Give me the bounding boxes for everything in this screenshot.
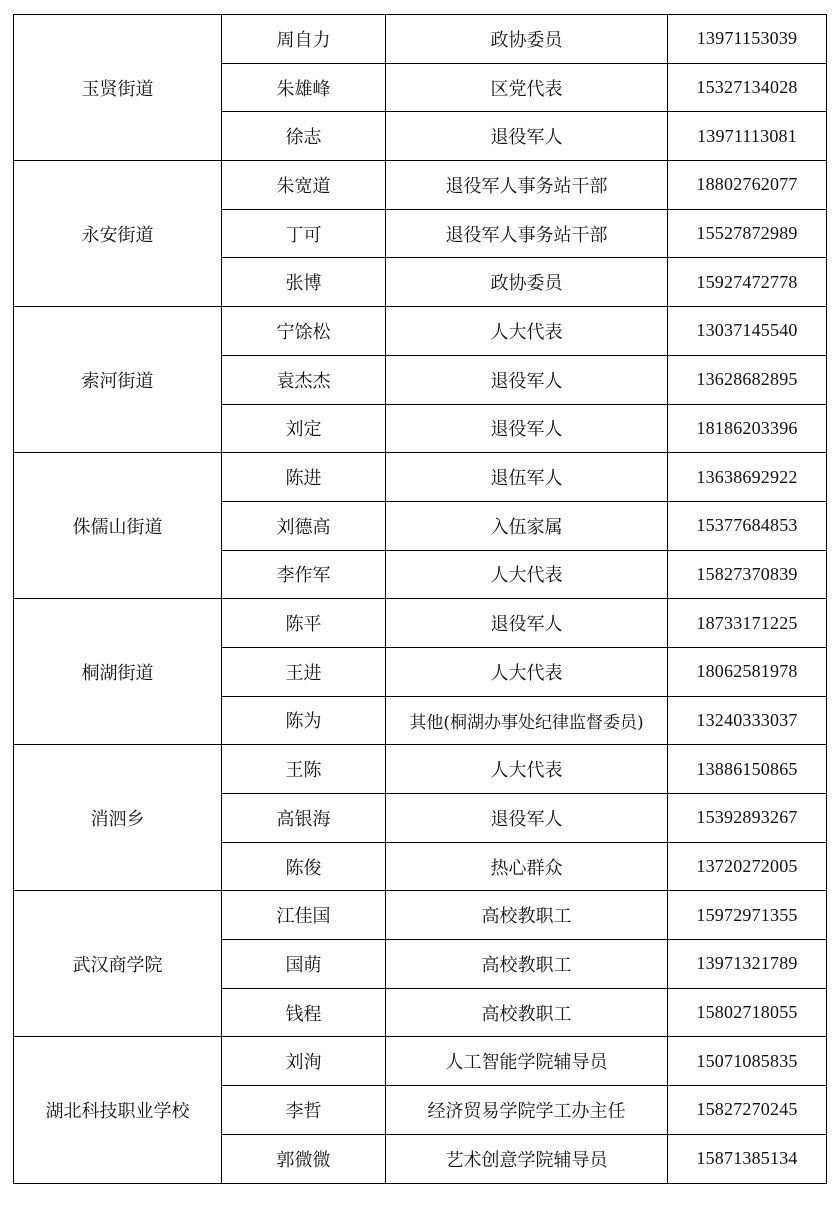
table-row xyxy=(14,745,827,794)
phone-cell: 18802762077 xyxy=(668,161,827,210)
name-cell: 张博 xyxy=(222,258,386,307)
unit-cell: 侏儒山街道 xyxy=(14,453,222,599)
phone-cell: 13971321789 xyxy=(668,940,827,989)
role-cell: 人大代表 xyxy=(386,550,668,599)
role-cell: 退役军人 xyxy=(386,112,668,161)
unit-cell: 索河街道 xyxy=(14,307,222,453)
name-cell: 刘定 xyxy=(222,404,386,453)
unit-cell: 湖北科技职业学校 xyxy=(14,1037,222,1183)
role-cell: 人大代表 xyxy=(386,745,668,794)
phone-cell: 13971113081 xyxy=(668,112,827,161)
phone-cell: 15827370839 xyxy=(668,550,827,599)
phone-cell: 13037145540 xyxy=(668,307,827,356)
phone-cell: 13720272005 xyxy=(668,842,827,891)
role-cell: 政协委员 xyxy=(386,15,668,64)
role-cell: 人大代表 xyxy=(386,307,668,356)
table-row xyxy=(14,15,827,64)
phone-cell: 13971153039 xyxy=(668,15,827,64)
table-row xyxy=(14,1037,827,1086)
name-cell: 郭微微 xyxy=(222,1134,386,1183)
name-cell: 陈平 xyxy=(222,599,386,648)
phone-cell: 13886150865 xyxy=(668,745,827,794)
name-cell: 丁可 xyxy=(222,209,386,258)
name-cell: 陈为 xyxy=(222,696,386,745)
role-cell: 热心群众 xyxy=(386,842,668,891)
phone-cell: 13638692922 xyxy=(668,453,827,502)
phone-cell: 15802718055 xyxy=(668,988,827,1037)
unit-cell: 永安街道 xyxy=(14,161,222,307)
role-cell: 退伍军人 xyxy=(386,453,668,502)
phone-cell: 15871385134 xyxy=(668,1134,827,1183)
name-cell: 徐志 xyxy=(222,112,386,161)
unit-cell: 消泗乡 xyxy=(14,745,222,891)
name-cell: 王进 xyxy=(222,647,386,696)
name-cell: 李作军 xyxy=(222,550,386,599)
name-cell: 刘德高 xyxy=(222,501,386,550)
phone-cell: 15927472778 xyxy=(668,258,827,307)
unit-cell: 桐湖街道 xyxy=(14,599,222,745)
table-row xyxy=(14,599,827,648)
phone-cell: 18062581978 xyxy=(668,647,827,696)
role-cell: 人工智能学院辅导员 xyxy=(386,1037,668,1086)
name-cell: 周自力 xyxy=(222,15,386,64)
role-cell: 退役军人 xyxy=(386,404,668,453)
role-cell: 退役军人 xyxy=(386,599,668,648)
unit-cell: 武汉商学院 xyxy=(14,891,222,1037)
phone-cell: 13628682895 xyxy=(668,355,827,404)
name-cell: 陈俊 xyxy=(222,842,386,891)
name-cell: 李哲 xyxy=(222,1086,386,1135)
role-cell: 区党代表 xyxy=(386,63,668,112)
role-cell: 入伍家属 xyxy=(386,501,668,550)
phone-cell: 15392893267 xyxy=(668,794,827,843)
table-row xyxy=(14,453,827,502)
supervisor-roster-table xyxy=(13,14,827,1184)
role-cell: 人大代表 xyxy=(386,647,668,696)
roster-body xyxy=(14,15,827,1184)
phone-cell: 15071085835 xyxy=(668,1037,827,1086)
name-cell: 国萌 xyxy=(222,940,386,989)
role-cell: 政协委员 xyxy=(386,258,668,307)
role-cell: 艺术创意学院辅导员 xyxy=(386,1134,668,1183)
name-cell: 宁馀松 xyxy=(222,307,386,356)
name-cell: 钱程 xyxy=(222,988,386,1037)
phone-cell: 15827270245 xyxy=(668,1086,827,1135)
phone-cell: 15972971355 xyxy=(668,891,827,940)
phone-cell: 15377684853 xyxy=(668,501,827,550)
role-cell: 经济贸易学院学工办主任 xyxy=(386,1086,668,1135)
name-cell: 陈进 xyxy=(222,453,386,502)
phone-cell: 18186203396 xyxy=(668,404,827,453)
name-cell: 袁杰杰 xyxy=(222,355,386,404)
name-cell: 王陈 xyxy=(222,745,386,794)
phone-cell: 15527872989 xyxy=(668,209,827,258)
name-cell: 刘洵 xyxy=(222,1037,386,1086)
role-cell: 高校教职工 xyxy=(386,988,668,1037)
role-cell: 高校教职工 xyxy=(386,891,668,940)
phone-cell: 13240333037 xyxy=(668,696,827,745)
name-cell: 朱宽道 xyxy=(222,161,386,210)
phone-cell: 18733171225 xyxy=(668,599,827,648)
role-cell: 退役军人事务站干部 xyxy=(386,209,668,258)
table-row xyxy=(14,891,827,940)
role-cell: 退役军人事务站干部 xyxy=(386,161,668,210)
role-cell: 高校教职工 xyxy=(386,940,668,989)
name-cell: 高银海 xyxy=(222,794,386,843)
role-cell: 退役军人 xyxy=(386,355,668,404)
role-cell: 其他(桐湖办事处纪律监督委员) xyxy=(386,696,668,745)
role-cell: 退役军人 xyxy=(386,794,668,843)
table-row xyxy=(14,161,827,210)
name-cell: 江佳国 xyxy=(222,891,386,940)
name-cell: 朱雄峰 xyxy=(222,63,386,112)
unit-cell: 玉贤街道 xyxy=(14,15,222,161)
phone-cell: 15327134028 xyxy=(668,63,827,112)
table-row xyxy=(14,307,827,356)
